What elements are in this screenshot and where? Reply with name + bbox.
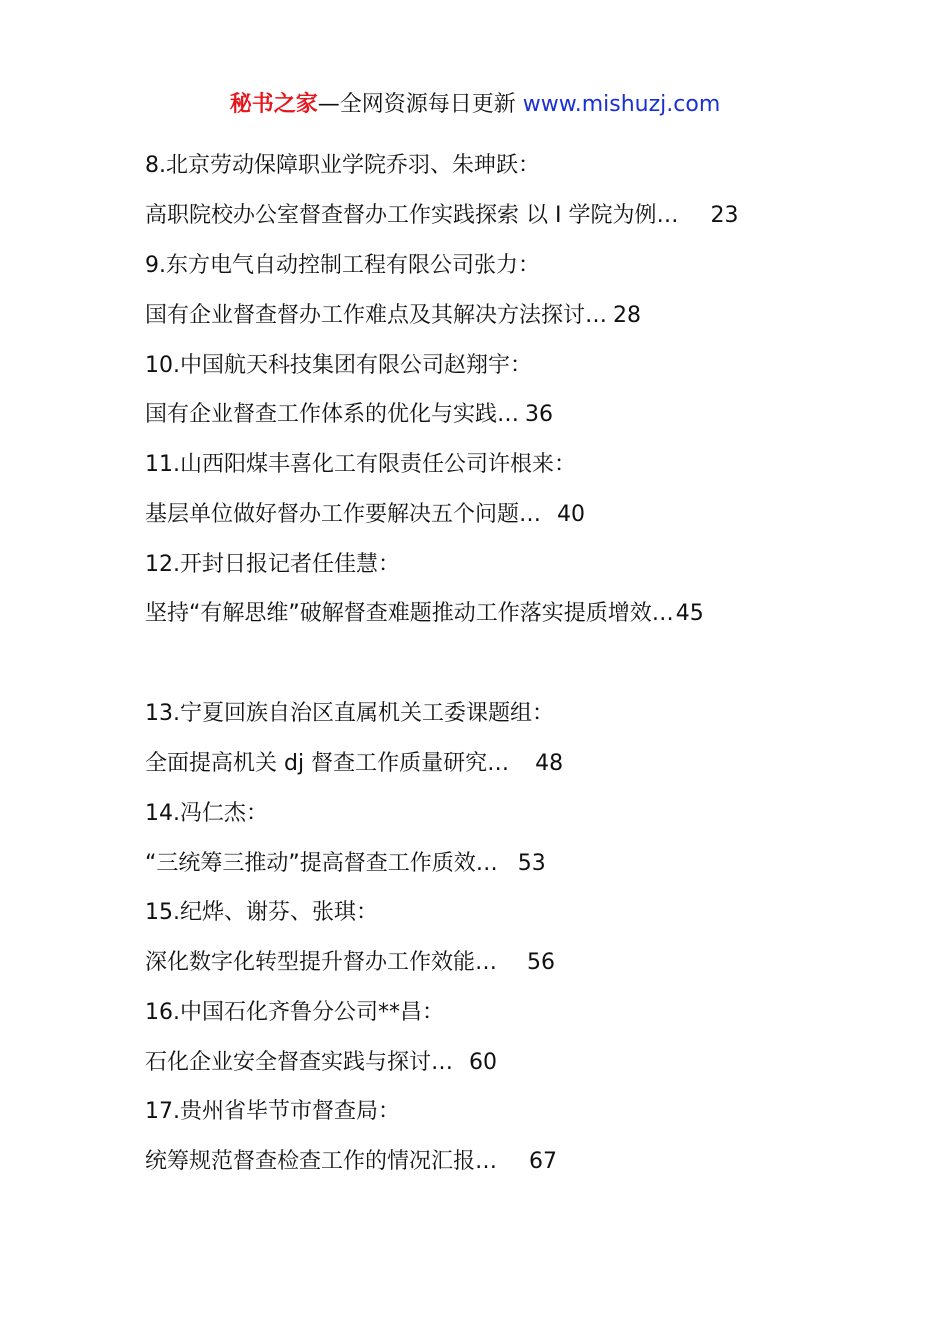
toc-page-number: 36 <box>525 402 554 427</box>
toc-entry-9-title[interactable] <box>145 299 641 333</box>
toc-entry-13-title[interactable] <box>145 747 563 781</box>
toc-page-number: 67 <box>529 1149 558 1174</box>
toc-entry-10-title[interactable] <box>145 398 553 432</box>
toc-entry-14-title[interactable] <box>145 847 546 881</box>
toc-entry-title-text: 统筹规范督查检查工作的情况汇报… <box>145 1149 498 1174</box>
page-header <box>0 88 950 122</box>
brand-name: 秘书之家 <box>229 92 318 117</box>
toc-entry-title-text: 石化企业安全督查实践与探讨… <box>145 1050 454 1075</box>
toc-entry-title-text: 基层单位做好督办工作要解决五个问题… <box>145 502 542 527</box>
toc-page-number: 45 <box>675 601 704 626</box>
toc-entry-17-title[interactable] <box>145 1145 557 1179</box>
toc-page-number: 60 <box>469 1050 498 1075</box>
header-tagline: —全网资源每日更新 <box>317 92 523 117</box>
site-url-link[interactable]: www.mishuzj.com <box>522 92 721 117</box>
toc-entry-title-text: 坚持“有解思维”破解督查难题推动工作落实提质增效… <box>145 601 674 626</box>
toc-entry-15-author: 15.纪烨、谢芬、张琪： <box>145 900 378 925</box>
toc-entry-12-title[interactable] <box>145 597 704 631</box>
toc-page-number: 40 <box>557 502 586 527</box>
toc-entry-title-text: 国有企业督查工作体系的优化与实践… <box>145 402 520 427</box>
toc-entry-11-author: 11.山西阳煤丰喜化工有限责任公司许根来： <box>145 452 576 477</box>
toc-entry-11-title[interactable] <box>145 498 585 532</box>
toc-entry-14-author: 14.冯仁杰： <box>145 801 268 826</box>
toc-page-number: 28 <box>613 303 642 328</box>
toc-entry-13-author: 13.宁夏回族自治区直属机关工委课题组： <box>145 701 554 726</box>
toc-entry-10-author: 10.中国航天科技集团有限公司赵翔宇： <box>145 353 532 378</box>
toc-page-number: 23 <box>710 203 739 228</box>
toc-entry-8-title[interactable] <box>145 199 738 233</box>
toc-entry-16-author: 16.中国石化齐鲁分公司**昌： <box>145 1000 444 1025</box>
toc-entry-9-author: 9.东方电气自动控制工程有限公司张力： <box>145 253 540 278</box>
toc-entry-16-title[interactable] <box>145 1046 497 1080</box>
toc-entry-title-text: 高职院校办公室督查督办工作实践探索 以 I 学院为例… <box>145 203 679 228</box>
toc-entry-title-text: 国有企业督查督办工作难点及其解决方法探讨… <box>145 303 608 328</box>
toc-entry-title-text: 全面提高机关 dj 督查工作质量研究… <box>145 751 510 776</box>
toc-entry-17-author: 17.贵州省毕节市督查局： <box>145 1099 400 1124</box>
toc-page-number: 56 <box>527 950 556 975</box>
toc-entry-title-text: “三统筹三推动”提高督查工作质效… <box>145 851 498 876</box>
toc-entry-8-author: 8.北京劳动保障职业学院乔羽、朱珅跃： <box>145 153 540 178</box>
toc-entry-title-text: 深化数字化转型提升督办工作效能… <box>145 950 498 975</box>
toc-page-number: 53 <box>517 851 546 876</box>
toc-page-number: 48 <box>535 751 564 776</box>
toc-entry-15-title[interactable] <box>145 946 555 980</box>
toc-entry-12-author: 12.开封日报记者任佳慧： <box>145 552 400 577</box>
